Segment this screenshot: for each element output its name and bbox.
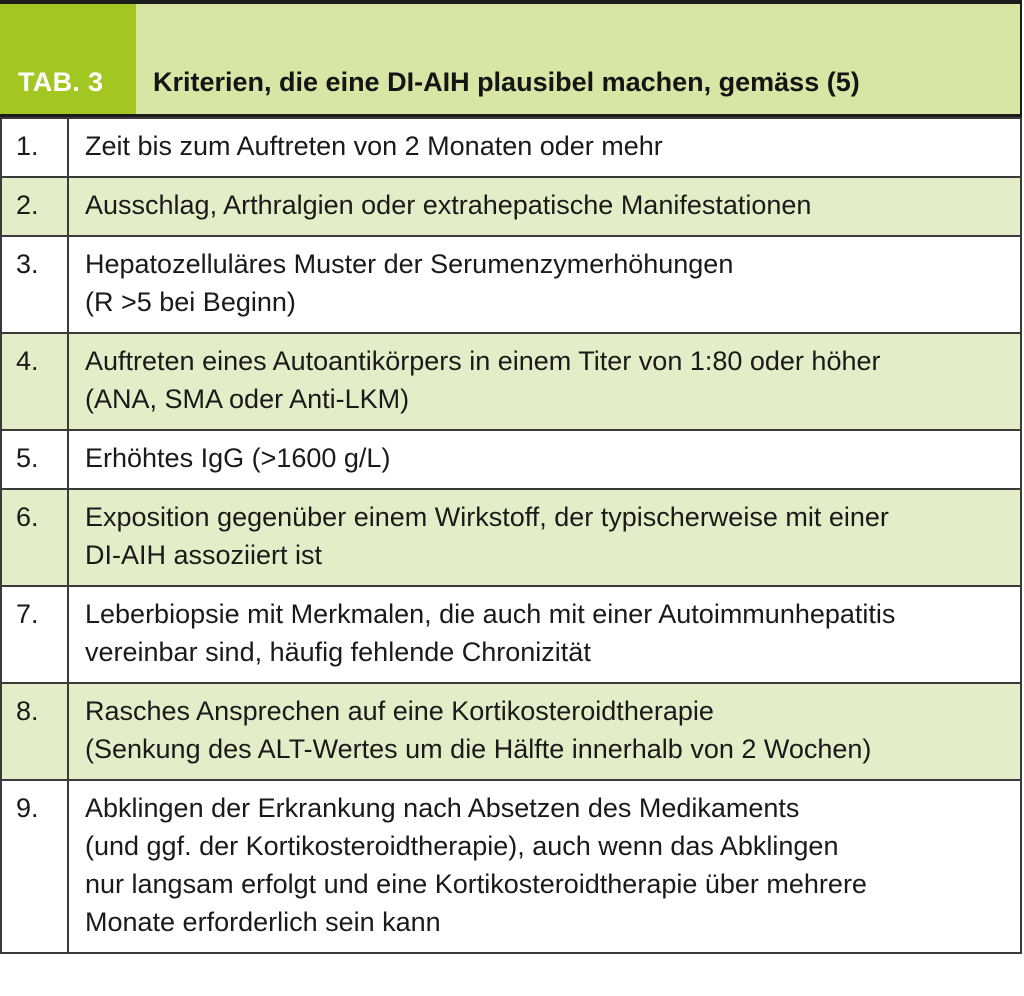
row-number: 3. bbox=[1, 236, 68, 333]
table-tab-label: TAB. 3 bbox=[0, 4, 136, 114]
table-row bbox=[1, 780, 1021, 953]
table-row bbox=[1, 236, 1021, 333]
table-title: Kriterien, die eine DI-AIH plausibel machen, gemäss (5) bbox=[136, 4, 1022, 114]
criterion-line: Leberbiopsie mit Merkmalen, die auch mit einer Autoimmunhepatitis bbox=[85, 599, 896, 629]
row-criterion bbox=[68, 430, 1021, 489]
row-number: 7. bbox=[1, 586, 68, 683]
row-criterion bbox=[68, 683, 1021, 780]
table-row bbox=[1, 333, 1021, 430]
criteria-list bbox=[0, 117, 1022, 954]
table-row bbox=[1, 118, 1021, 177]
table-row bbox=[1, 586, 1021, 683]
row-criterion bbox=[68, 586, 1021, 683]
criterion-line: Erhöhtes IgG (>1600 g/L) bbox=[85, 443, 391, 473]
row-number: 2. bbox=[1, 177, 68, 236]
criterion-line: Ausschlag, Arthralgien oder extrahepatische Manifestationen bbox=[85, 190, 812, 220]
row-criterion bbox=[68, 489, 1021, 586]
row-number: 9. bbox=[1, 780, 68, 953]
criterion-line: Hepatozelluläres Muster der Serumenzymerhöhungen bbox=[85, 249, 734, 279]
row-criterion bbox=[68, 236, 1021, 333]
row-number: 5. bbox=[1, 430, 68, 489]
criterion-line: Zeit bis zum Auftreten von 2 Monaten oder mehr bbox=[85, 131, 663, 161]
criterion-line: (und ggf. der Kortikosteroidtherapie), auch wenn das Abklingen bbox=[85, 831, 839, 861]
row-criterion bbox=[68, 177, 1021, 236]
row-criterion bbox=[68, 780, 1021, 953]
row-criterion bbox=[68, 333, 1021, 430]
row-number: 6. bbox=[1, 489, 68, 586]
criterion-line: (Senkung des ALT-Wertes um die Hälfte innerhalb von 2 Wochen) bbox=[85, 734, 872, 764]
criterion-line: Exposition gegenüber einem Wirkstoff, der typischerweise mit einer bbox=[85, 502, 889, 532]
row-number: 4. bbox=[1, 333, 68, 430]
criterion-line: (R >5 bei Beginn) bbox=[85, 287, 296, 317]
criterion-line: Abklingen der Erkrankung nach Absetzen des Medikaments bbox=[85, 793, 800, 823]
table-header bbox=[0, 0, 1022, 117]
criterion-line: DI-AIH assoziiert ist bbox=[85, 540, 323, 570]
table-row bbox=[1, 430, 1021, 489]
table-row bbox=[1, 177, 1021, 236]
row-number: 1. bbox=[1, 118, 68, 177]
criterion-line: nur langsam erfolgt und eine Kortikosteroidtherapie über mehrere bbox=[85, 869, 867, 899]
criterion-line: Rasches Ansprechen auf eine Kortikosteroidtherapie bbox=[85, 696, 714, 726]
criterion-line: Auftreten eines Autoantikörpers in einem Titer von 1:80 oder höher bbox=[85, 346, 881, 376]
table-row bbox=[1, 489, 1021, 586]
row-criterion bbox=[68, 118, 1021, 177]
criterion-line: Monate erforderlich sein kann bbox=[85, 907, 441, 937]
criterion-line: vereinbar sind, häufig fehlende Chronizität bbox=[85, 637, 591, 667]
criterion-line: (ANA, SMA oder Anti-LKM) bbox=[85, 384, 410, 414]
row-number: 8. bbox=[1, 683, 68, 780]
table-row bbox=[1, 683, 1021, 780]
